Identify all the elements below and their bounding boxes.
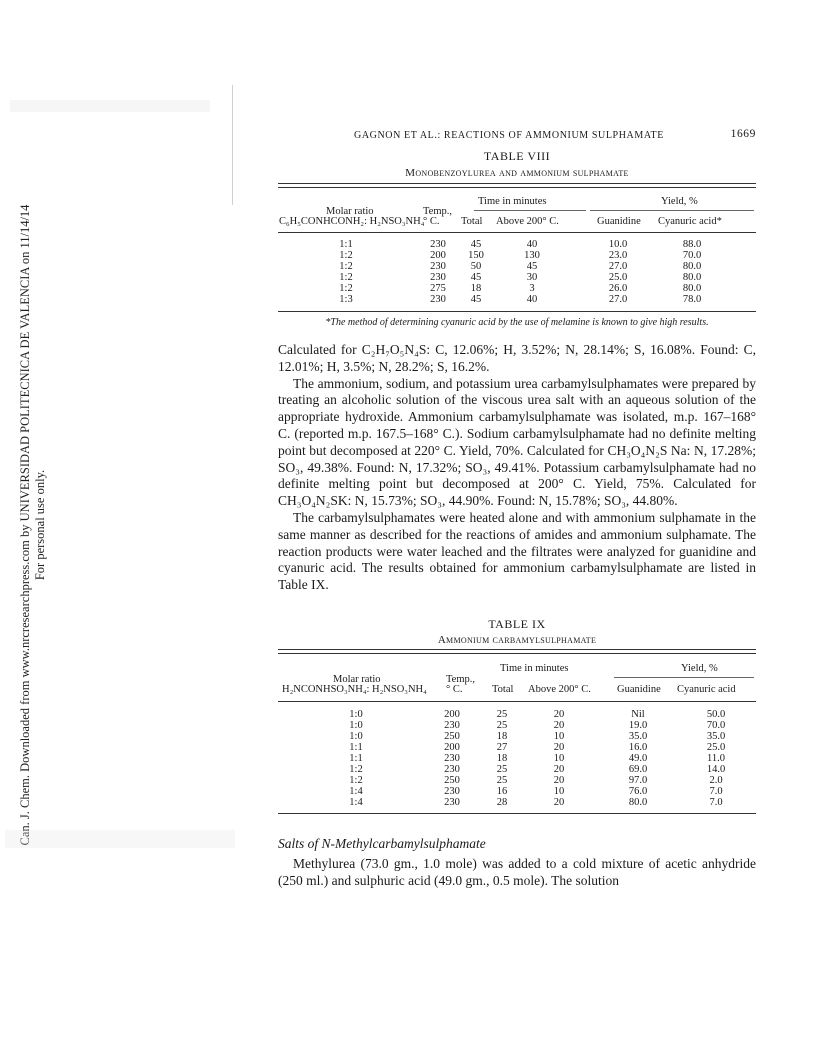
cyanuric-cell: 70.0 xyxy=(706,720,726,731)
page-number: 1669 xyxy=(730,128,756,140)
table-9-yield-group-header: Yield, % xyxy=(681,663,718,674)
table-8-guanidine-header: Guanidine xyxy=(597,216,641,227)
temp-cell: 230 xyxy=(444,720,460,731)
table-row xyxy=(278,294,756,305)
ratio-cell: 1:2 xyxy=(339,283,353,294)
ratio-cell: 1:2 xyxy=(339,250,353,261)
table-9-compound-header: H₂NCONHSO₃NH₄: H₂NSO₃NH₄ xyxy=(282,684,427,695)
cyanuric-cell: 35.0 xyxy=(706,731,726,742)
above-cell: 20 xyxy=(553,764,565,775)
above-cell: 20 xyxy=(553,709,565,720)
total-cell: 45 xyxy=(470,239,482,250)
total-cell: 150 xyxy=(468,250,484,261)
table-8-top-rule xyxy=(278,183,756,188)
ratio-cell: 1:2 xyxy=(349,775,363,786)
guanidine-cell: 97.0 xyxy=(628,775,648,786)
guanidine-cell: 76.0 xyxy=(628,786,648,797)
table-8-time-underline xyxy=(474,210,586,211)
table-9-temp-header: Temp., xyxy=(446,674,476,685)
cyanuric-cell: 25.0 xyxy=(706,742,726,753)
total-cell: 25 xyxy=(496,720,508,731)
guanidine-cell: Nil xyxy=(631,709,645,720)
table-9-molar-ratio-header: Molar ratio xyxy=(333,674,381,685)
table-9-subtitle: Ammonium carbamylsulphamate xyxy=(437,634,597,646)
cyanuric-cell: 11.0 xyxy=(707,753,725,764)
ratio-cell: 1:2 xyxy=(349,764,363,775)
guanidine-cell: 23.0 xyxy=(608,250,628,261)
table-row xyxy=(278,786,756,797)
total-cell: 25 xyxy=(496,775,508,786)
paragraph-carbamylsulphamates: The carbamylsulphamates were heated alone and with ammonium sulphamate in the same manner as described for the reactions of amides and ammonium sulphamate. The reaction products were water leached and the filtrates were analyzed for guanidine and cyanuric acid. The results obtained for ammonium carbamylsulphamate are listed in Table IX. xyxy=(278,509,756,593)
guanidine-cell: 10.0 xyxy=(608,239,628,250)
table-8-yield-group-header: Yield, % xyxy=(661,196,698,207)
table-8-cyanuric-header: Cyanuric acid* xyxy=(658,216,722,227)
download-watermark xyxy=(18,160,58,890)
running-title: GAGNON ET AL.: REACTIONS OF AMMONIUM SULPHAMATE xyxy=(354,130,664,141)
paragraph-methylurea: Methylurea (73.0 gm., 1.0 mole) was added to a cold mixture of acetic anhydride (250 ml.) and sulphuric acid (49.0 gm., 0.5 mole). The solution xyxy=(278,856,756,888)
table-row xyxy=(278,261,756,272)
table-row xyxy=(278,283,756,294)
ratio-cell: 1:2 xyxy=(339,261,353,272)
total-cell: 25 xyxy=(496,764,508,775)
above-cell: 130 xyxy=(524,250,540,261)
table-row xyxy=(278,753,756,764)
ratio-cell: 1:3 xyxy=(339,294,353,305)
cyanuric-cell: 7.0 xyxy=(709,797,723,808)
above-cell: 40 xyxy=(526,294,538,305)
temp-cell: 200 xyxy=(444,742,460,753)
section-heading: Salts of N-Methylcarbamylsulphamate xyxy=(278,836,486,851)
table-8-yield-underline xyxy=(590,210,754,211)
above-cell: 20 xyxy=(553,720,565,731)
total-cell: 18 xyxy=(470,283,482,294)
guanidine-cell: 27.0 xyxy=(608,261,628,272)
section-text xyxy=(278,856,756,890)
above-cell: 20 xyxy=(553,775,565,786)
table-8-compound-header: C₆H₅CONHCONH₂: H₂NSO₃NH₄ xyxy=(279,216,425,227)
temp-cell: 230 xyxy=(444,753,460,764)
total-cell: 45 xyxy=(470,272,482,283)
scan-noise xyxy=(10,100,210,112)
table-8-header-rule xyxy=(278,232,756,233)
above-cell: 20 xyxy=(553,742,565,753)
table-9-bottom-rule xyxy=(278,813,756,814)
guanidine-cell: 49.0 xyxy=(628,753,648,764)
total-cell: 16 xyxy=(496,786,508,797)
total-cell: 50 xyxy=(470,261,482,272)
temp-cell: 275 xyxy=(430,283,446,294)
body-text xyxy=(278,342,756,594)
temp-cell: 230 xyxy=(430,272,446,283)
temp-cell: 200 xyxy=(444,709,460,720)
table-row xyxy=(278,250,756,261)
temp-cell: 230 xyxy=(430,261,446,272)
margin-line xyxy=(232,85,233,205)
watermark-line-2: For personal use only. xyxy=(33,469,47,581)
table-row xyxy=(278,272,756,283)
temp-cell: 230 xyxy=(430,294,446,305)
table-8-temp-unit-header: ° C. xyxy=(423,216,440,227)
cyanuric-cell: 70.0 xyxy=(682,250,702,261)
total-cell: 45 xyxy=(470,294,482,305)
temp-cell: 200 xyxy=(430,250,446,261)
total-cell: 25 xyxy=(496,709,508,720)
cyanuric-cell: 14.0 xyxy=(706,764,726,775)
guanidine-cell: 80.0 xyxy=(628,797,648,808)
above-cell: 45 xyxy=(526,261,538,272)
table-8-title: TABLE VIII xyxy=(483,149,551,163)
total-cell: 18 xyxy=(496,731,508,742)
table-9-above-header: Above 200° C. xyxy=(528,684,591,695)
table-9-cyanuric-header: Cyanuric acid xyxy=(677,684,736,695)
above-cell: 40 xyxy=(526,239,538,250)
table-8-molar-ratio-header: Molar ratio xyxy=(326,206,374,217)
guanidine-cell: 25.0 xyxy=(608,272,628,283)
table-9-title: TABLE IX xyxy=(488,617,546,631)
table-row xyxy=(278,775,756,786)
above-cell: 20 xyxy=(553,797,565,808)
table-8-subtitle: Monobenzoylurea and ammonium sulphamate xyxy=(405,167,629,179)
table-8-temp-header: Temp., xyxy=(423,206,453,217)
paragraph-calculated: Calculated for C₂H₇O₅N₄S: C, 12.06%; H, 3.52%; N, 28.14%; S, 16.08%. Found: C, 12.01%; H, 3.5%; N, 28.2%; S, 16.2%. xyxy=(278,342,756,374)
guanidine-cell: 26.0 xyxy=(608,283,628,294)
ratio-cell: 1:1 xyxy=(349,753,363,764)
temp-cell: 230 xyxy=(444,797,460,808)
table-9-guanidine-header: Guanidine xyxy=(617,684,661,695)
guanidine-cell: 16.0 xyxy=(628,742,648,753)
guanidine-cell: 69.0 xyxy=(628,764,648,775)
scan-noise xyxy=(5,830,235,848)
total-cell: 18 xyxy=(496,753,508,764)
guanidine-cell: 27.0 xyxy=(608,294,628,305)
table-row xyxy=(278,797,756,808)
guanidine-cell: 19.0 xyxy=(628,720,648,731)
total-cell: 27 xyxy=(496,742,508,753)
temp-cell: 230 xyxy=(430,239,446,250)
table-8-bottom-rule xyxy=(278,311,756,312)
ratio-cell: 1:0 xyxy=(349,720,363,731)
table-9-total-header: Total xyxy=(492,684,514,695)
table-row xyxy=(278,239,756,250)
table-row xyxy=(278,709,756,720)
temp-cell: 230 xyxy=(444,786,460,797)
table-9-time-group-header: Time in minutes xyxy=(500,663,569,674)
above-cell: 10 xyxy=(553,731,565,742)
table-9-header-rule xyxy=(278,701,756,702)
temp-cell: 250 xyxy=(444,775,460,786)
temp-cell: 230 xyxy=(444,764,460,775)
table-8-footnote: *The method of determining cyanuric acid by the use of melamine is known to give high results. xyxy=(325,317,709,328)
above-cell: 3 xyxy=(529,283,535,294)
cyanuric-cell: 7.0 xyxy=(709,786,723,797)
cyanuric-cell: 80.0 xyxy=(682,272,702,283)
cyanuric-cell: 80.0 xyxy=(682,261,702,272)
above-cell: 30 xyxy=(526,272,538,283)
cyanuric-cell: 2.0 xyxy=(709,775,723,786)
table-row xyxy=(278,764,756,775)
table-row xyxy=(278,720,756,731)
total-cell: 28 xyxy=(496,797,508,808)
ratio-cell: 1:0 xyxy=(349,709,363,720)
table-9-temp-unit-header: ° C. xyxy=(446,684,463,695)
table-8-above-header: Above 200° C. xyxy=(496,216,559,227)
above-cell: 10 xyxy=(553,786,565,797)
table-9-yield-underline xyxy=(614,677,754,678)
ratio-cell: 1:0 xyxy=(349,731,363,742)
cyanuric-cell: 50.0 xyxy=(706,709,726,720)
temp-cell: 250 xyxy=(444,731,460,742)
running-head xyxy=(278,128,756,144)
watermark-line-1: Can. J. Chem. Downloaded from www.nrcresearchpress.com by UNIVERSIDAD POLITECNICA DE VALENCIA on 11/14/14 xyxy=(18,204,32,846)
table-row xyxy=(278,742,756,753)
table-8-time-group-header: Time in minutes xyxy=(478,196,547,207)
ratio-cell: 1:4 xyxy=(349,786,363,797)
ratio-cell: 1:1 xyxy=(349,742,363,753)
cyanuric-cell: 80.0 xyxy=(682,283,702,294)
cyanuric-cell: 78.0 xyxy=(682,294,702,305)
ratio-cell: 1:1 xyxy=(339,239,353,250)
paragraph-salts: The ammonium, sodium, and potassium urea carbamylsulphamates were prepared by treating an alcoholic solution of the viscous urea salt with an aqueous solution of the appropriate hydroxide. Ammonium carbamylsulphamate was isolated, m.p. 167–168° C. (reported m.p. 167.5–168° C.). Sodium carbamylsulphamate had no definite melting point but decomposed at 220° C. Yield, 70%. Calculated for CH₃O₄N₂S Na: N, 17.28%; SO₃, 49.38%. Found: N, 17.32%; SO₃, 49.41%. Potassium carbamylsulphamate had no definite melting point but decomposed at 200° C. Yield, 75%. Calculated for CH₃O₄N₂SK: N, 15.73%; SO₃, 44.90%. Found: N, 15.78%; SO₃, 44.80%. xyxy=(278,375,756,509)
ratio-cell: 1:2 xyxy=(339,272,353,283)
table-9-top-rule xyxy=(278,649,756,654)
ratio-cell: 1:4 xyxy=(349,797,363,808)
above-cell: 10 xyxy=(553,753,565,764)
cyanuric-cell: 88.0 xyxy=(682,239,702,250)
guanidine-cell: 35.0 xyxy=(628,731,648,742)
table-row xyxy=(278,731,756,742)
table-8-total-header: Total xyxy=(461,216,483,227)
